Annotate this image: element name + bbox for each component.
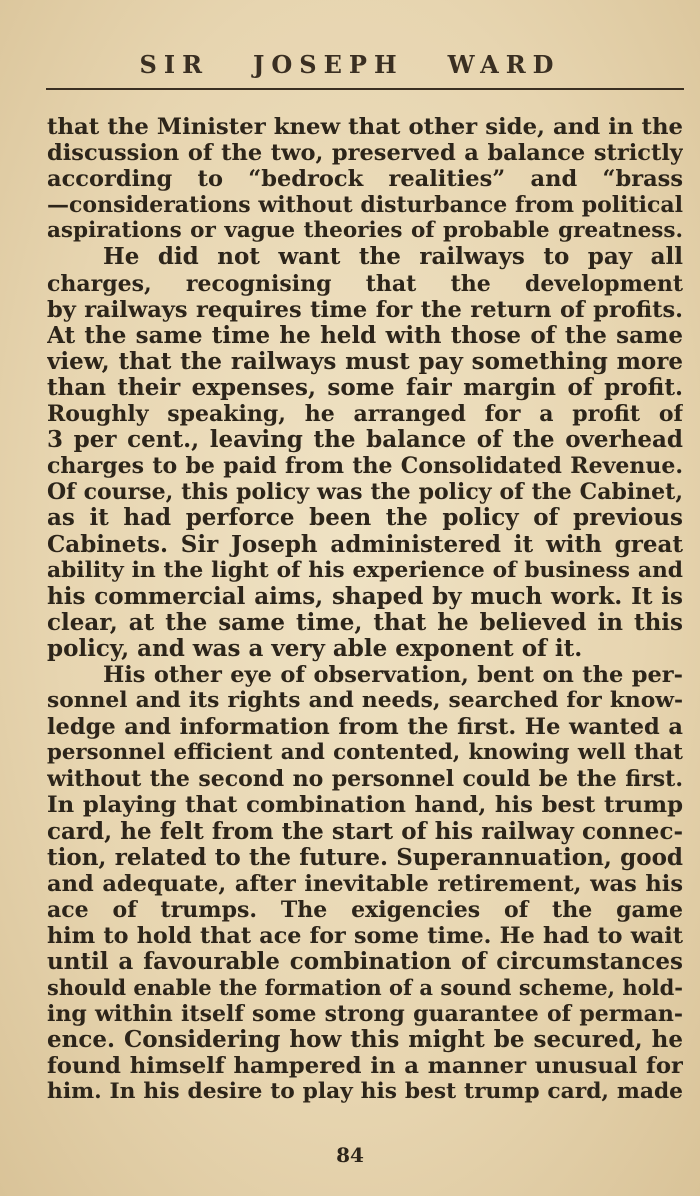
text-line: discussion of the two, preserved a balance strictly — [47, 140, 683, 167]
text-line: that the Minister knew that other side, and in the — [47, 114, 683, 140]
text-line: personnel efficient and contented, knowing well that — [47, 740, 683, 766]
text-line: his commercial aims, shaped by much work. It is — [47, 583, 683, 610]
paragraph-last-line: policy, and was a very able exponent of it. — [47, 635, 583, 662]
text-line: Of course, this policy was the policy of the Cabinet, — [47, 479, 683, 506]
text-line: ing within itself some strong guarantee of perman- — [47, 1001, 683, 1028]
text-line: should enable the formation of a sound scheme, hold- — [47, 975, 683, 1001]
running-head-word: SIR — [139, 50, 210, 79]
text-line: view, that the railways must pay something more — [47, 348, 683, 375]
text-line: him. In his desire to play his best trump card, made — [47, 1079, 683, 1105]
text-line: aspirations or vague theories of probable greatness. — [47, 218, 683, 244]
text-line: as it had perforce been the policy of previous — [47, 505, 683, 532]
text-line: At the same time he held with those of the same — [47, 322, 683, 349]
text-line: ence. Considering how this might be secured, he — [47, 1027, 683, 1054]
paragraph-first-line: He did not want the railways to pay all — [103, 244, 683, 271]
text-line: In playing that combination hand, his best trump — [47, 792, 683, 819]
paragraph-first-line: His other eye of observation, bent on the per- — [103, 661, 683, 688]
text-line: ability in the light of his experience of business and — [47, 557, 683, 583]
running-head-word: JOSEPH — [253, 50, 404, 79]
text-line: charges to be paid from the Consolidated Revenue. — [47, 453, 683, 480]
page-number: 84 — [336, 1143, 364, 1167]
text-line: found himself hampered in a manner unusual for — [47, 1053, 683, 1080]
text-line: until a favourable combination of circumstances — [47, 949, 683, 975]
text-line: than their expenses, some fair margin of profit. — [47, 374, 683, 401]
text-line: ledge and information from the first. He wanted a — [47, 714, 683, 741]
text-line: and adequate, after inevitable retirement, was his — [47, 870, 683, 897]
text-line: 3 per cent., leaving the balance of the overhead — [47, 427, 683, 454]
text-line: by railways requires time for the return of profits. — [47, 296, 683, 323]
body-text — [47, 114, 683, 1106]
header-rule — [46, 88, 684, 90]
running-head-word: WARD — [447, 50, 561, 79]
text-line: tion, related to the future. Superannuation, good — [47, 844, 683, 871]
text-line: card, he felt from the start of his railway connec- — [47, 818, 683, 845]
text-line: —considerations without disturbance from political — [47, 192, 683, 219]
running-head — [0, 50, 700, 79]
text-line: ace of trumps. The exigencies of the game — [47, 896, 683, 923]
text-line: without the second no personnel could be the first. — [47, 766, 683, 793]
text-line: according to “bedrock realities” and “brass — [47, 166, 683, 193]
text-line: sonnel and its rights and needs, searched for know- — [47, 688, 683, 714]
text-line: Roughly speaking, he arranged for a profit of — [47, 401, 683, 428]
text-line: Cabinets. Sir Joseph administered it with great — [47, 531, 683, 558]
text-line: him to hold that ace for some time. He had to wait — [47, 922, 683, 949]
text-line: charges, recognising that the development — [47, 270, 683, 297]
text-line: clear, at the same time, that he believed in this — [47, 609, 683, 636]
